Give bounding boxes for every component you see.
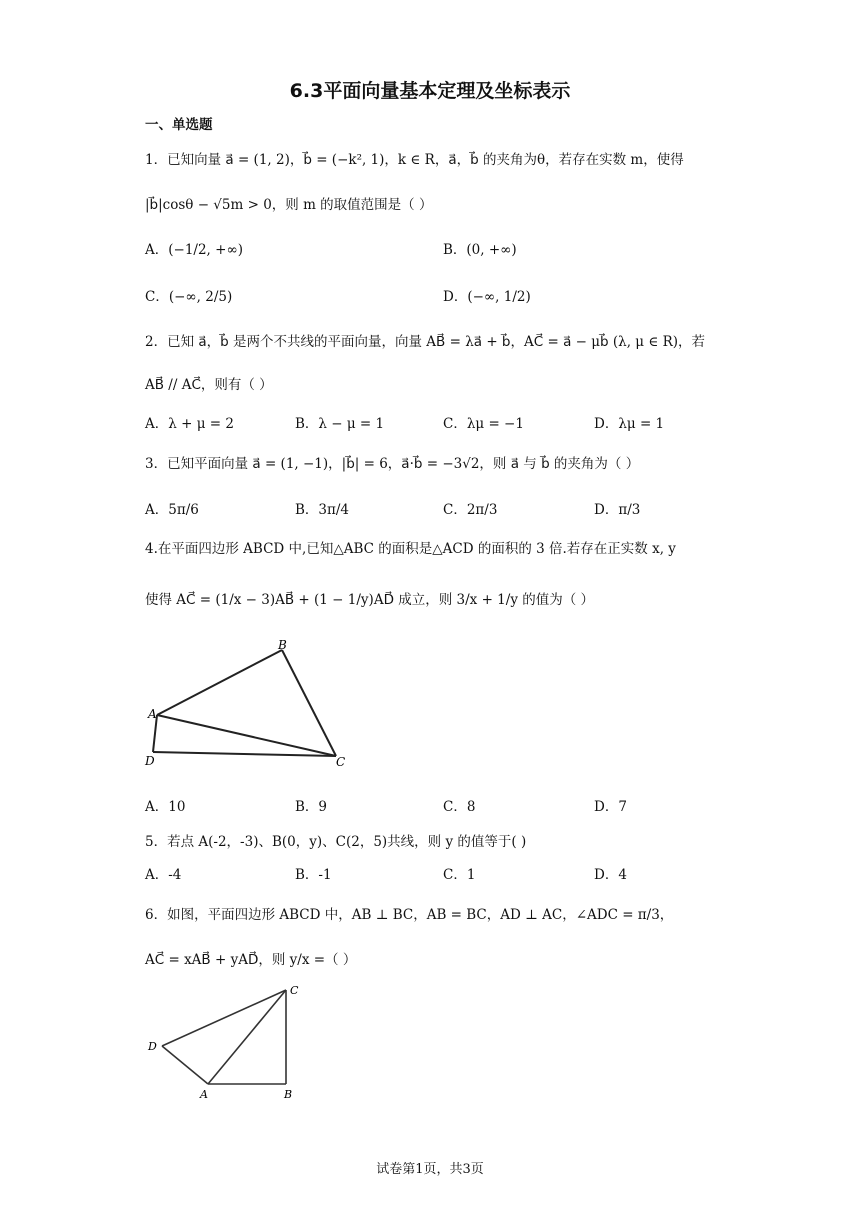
edge-ac: [208, 990, 286, 1084]
question-4-option-a: A．10: [145, 799, 186, 815]
question-5-text: 5．若点 A(-2，-3)、B(0，y)、C(2，5)共线，则 y 的值等于( ): [145, 834, 527, 850]
question-1-option-a: A．(−1/2, +∞): [145, 242, 243, 258]
question-6-figure: [140, 978, 330, 1103]
question-3-option-d: D．π/3: [594, 502, 641, 518]
question-2-option-a: A．λ + μ = 2: [145, 416, 234, 432]
vertex-label-c: C: [290, 984, 299, 997]
question-5-option-b: B．-1: [295, 867, 332, 883]
question-5-option-c: C．1: [443, 867, 476, 883]
question-2-option-d: D．λμ = 1: [594, 416, 665, 432]
vertex-label-a: A: [148, 707, 157, 721]
question-1-option-d: D．(−∞, 1/2): [443, 289, 531, 305]
edge-dc: [162, 990, 286, 1046]
vertex-label-c: C: [336, 755, 346, 769]
question-6-text-cont: AC⃗ = xAB⃗ + yAD⃗，则 y/x =（ ）: [145, 952, 357, 968]
question-3-option-c: C．2π/3: [443, 502, 498, 518]
edge-bc: [282, 650, 336, 756]
question-4-figure: [140, 632, 360, 772]
vertex-label-b: B: [284, 1088, 293, 1101]
question-1-text: 1．已知向量 a⃗ = (1, 2)，b⃗ = (−k², 1)，k ∈ R，a⃗，b⃗ 的夹角为θ，若存在实数 m，使得: [145, 152, 684, 168]
edge-ab: [157, 650, 282, 715]
vertex-label-b: B: [278, 638, 287, 652]
question-1-option-b: B．(0, +∞): [443, 242, 517, 258]
question-1-option-c: C．(−∞, 2/5): [145, 289, 233, 305]
question-6-text: 6．如图，平面四边形 ABCD 中，AB ⊥ BC，AB = BC，AD ⊥ AC，∠ADC = π/3，: [145, 907, 674, 923]
edge-ac: [157, 715, 336, 756]
vertex-label-d: D: [148, 1040, 157, 1053]
vertex-label-a: A: [200, 1088, 208, 1101]
question-2-text-cont: AB⃗ // AC⃗，则有（ ）: [145, 377, 273, 393]
question-4-option-b: B．9: [295, 799, 328, 815]
question-2-option-b: B．λ − μ = 1: [295, 416, 385, 432]
question-4-text-cont: 使得 AC⃗ = (1/x − 3)AB⃗ + (1 − 1/y)AD⃗ 成立，则 3/x + 1/y 的值为（ ）: [145, 592, 595, 608]
section-heading: 一、单选题: [145, 117, 213, 133]
question-2-text: 2．已知 a⃗，b⃗ 是两个不共线的平面向量，向量 AB⃗ = λa⃗ + b⃗，AC⃗ = a⃗ − μb⃗ (λ, μ ∈ R)，若: [145, 334, 706, 350]
question-1-text-cont: |b⃗|cosθ − √5m > 0，则 m 的取值范围是（ ）: [145, 197, 433, 213]
question-3-text: 3．已知平面向量 a⃗ = (1, −1)，|b⃗| = 6，a⃗·b⃗ = −3√2，则 a⃗ 与 b⃗ 的夹角为（ ）: [145, 456, 640, 472]
edge-dc: [153, 752, 336, 756]
page-title: 6.3平面向量基本定理及坐标表示: [289, 80, 571, 102]
vertex-label-d: D: [145, 754, 155, 768]
question-5-option-a: A．-4: [145, 867, 182, 883]
question-2-option-c: C．λμ = −1: [443, 416, 524, 432]
question-5-option-d: D．4: [594, 867, 627, 883]
question-3-option-a: A．5π/6: [145, 502, 199, 518]
question-4-text: 4.在平面四边形 ABCD 中,已知△ABC 的面积是△ACD 的面积的 3 倍.若存在正实数 x, y: [145, 541, 676, 557]
question-3-option-b: B．3π/4: [295, 502, 350, 518]
edge-da: [162, 1046, 208, 1084]
page-footer: 试卷第1页，共3页: [376, 1162, 484, 1177]
question-4-option-c: C．8: [443, 799, 476, 815]
question-4-option-d: D．7: [594, 799, 627, 815]
